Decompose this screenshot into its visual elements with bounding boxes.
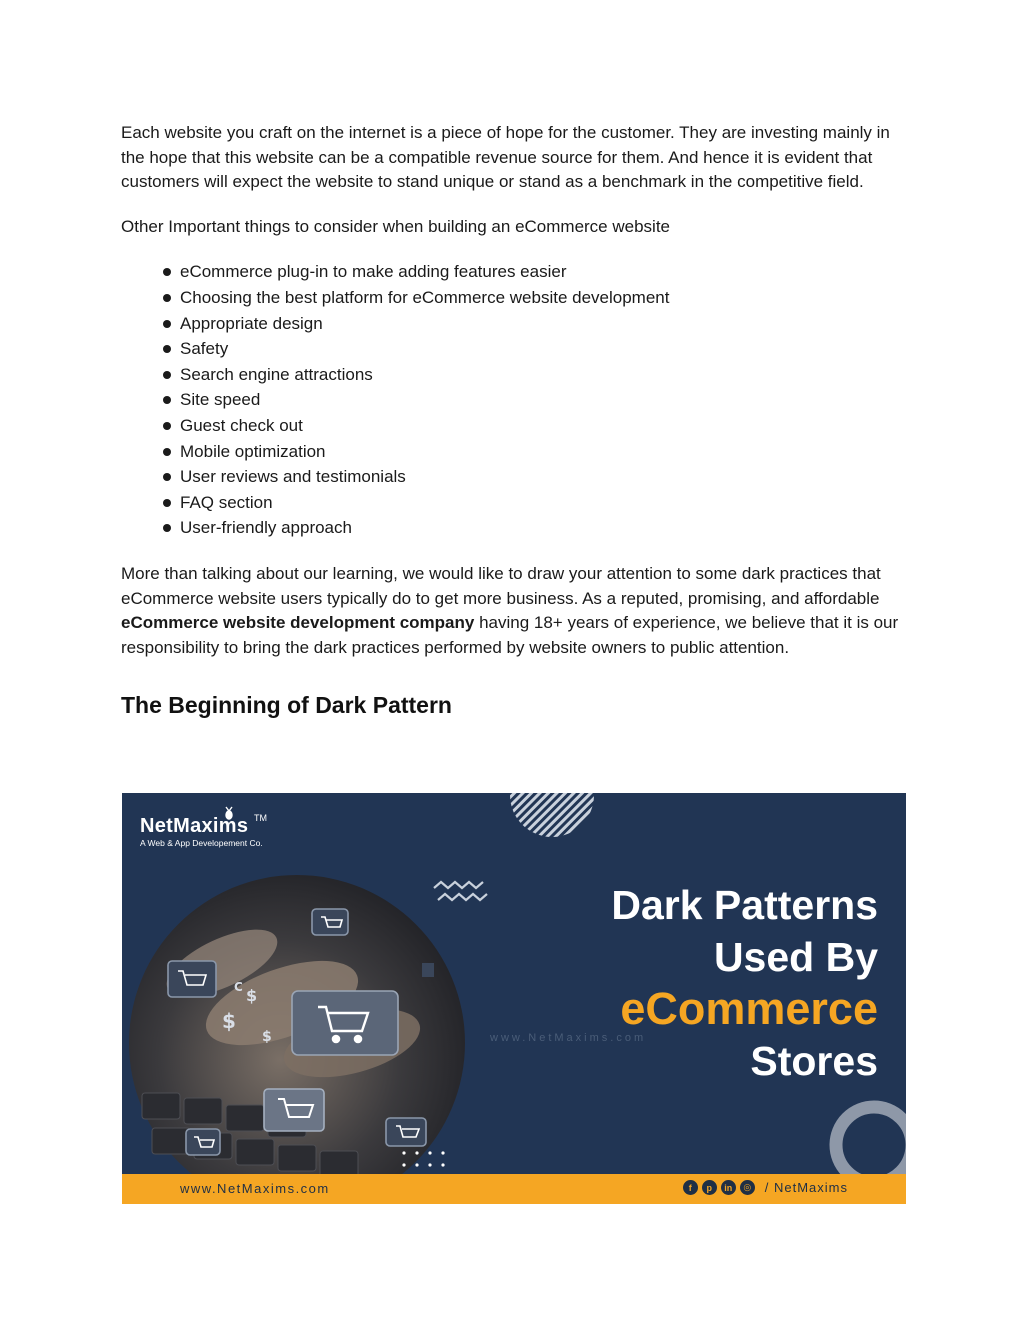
headline-line: Dark Patterns xyxy=(611,882,878,928)
banner-watermark: www.NetMaxims.com xyxy=(490,1032,647,1044)
document-body xyxy=(121,121,906,720)
pinterest-icon: p xyxy=(702,1180,717,1195)
list-item: User reviews and testimonials xyxy=(163,464,906,490)
list-item: Appropriate design xyxy=(163,311,906,337)
zigzag-decoration xyxy=(434,882,487,900)
considerations-intro: Other Important things to consider when building an eCommerce website xyxy=(121,216,671,236)
linkedin-icon: in xyxy=(721,1180,736,1195)
bullet-icon xyxy=(163,524,171,532)
list-item: Guest check out xyxy=(163,413,906,439)
logo-trademark: TM xyxy=(254,813,267,823)
banner-image xyxy=(122,793,906,1204)
list-item: FAQ section xyxy=(163,490,906,516)
logo-tagline: A Web & App Developement Co. xyxy=(140,838,263,848)
considerations-list xyxy=(121,259,906,541)
svg-text:$: $ xyxy=(222,1009,236,1033)
bullet-icon xyxy=(163,320,171,328)
headline-line: Stores xyxy=(750,1038,878,1084)
bullet-icon xyxy=(163,473,171,481)
section-heading: The Beginning of Dark Pattern xyxy=(121,692,452,719)
instagram-icon: ◎ xyxy=(740,1180,755,1195)
bullet-icon xyxy=(163,448,171,456)
headline-line: Used By xyxy=(713,934,878,980)
svg-text:C: C xyxy=(234,980,243,994)
bullet-icon xyxy=(163,371,171,379)
dark-practices-paragraph: More than talking about our learning, we would like to draw your attention to some dark practices that eCommerce website users typically do to get more business. As a reputed, promising, and affordable eCommerce website development company having 18+ years of experience, we believe that it is our responsibility to bring the dark practices performed by website owners to public attention. xyxy=(121,563,899,657)
list-item: Safety xyxy=(163,336,906,362)
svg-text:$: $ xyxy=(262,1029,272,1045)
bullet-icon xyxy=(163,268,171,276)
list-item: User-friendly approach xyxy=(163,515,906,541)
footer-url: www.NetMaxims.com xyxy=(180,1181,330,1196)
square-decoration xyxy=(422,963,434,977)
headline-line-accent: eCommerce xyxy=(620,983,878,1034)
bullet-icon xyxy=(163,499,171,507)
footer-social xyxy=(683,1180,848,1195)
list-item: eCommerce plug-in to make adding features easier xyxy=(163,259,906,285)
intro-paragraph: Each website you craft on the internet is a piece of hope for the customer. They are investing mainly in the hope that this website can be a compatible revenue source for them. And hence it is evident that customers will expect the website to stand unique or stand as a benchmark in the competitive field. xyxy=(121,123,890,192)
list-item: Choosing the best platform for eCommerce website development xyxy=(163,285,906,311)
bullet-icon xyxy=(163,396,171,404)
bullet-icon xyxy=(163,422,171,430)
facebook-icon: f xyxy=(683,1180,698,1195)
svg-text:$: $ xyxy=(246,986,258,1005)
ring-decoration xyxy=(836,1107,906,1183)
list-item: Site speed xyxy=(163,387,906,413)
banner-footer xyxy=(122,1174,906,1204)
footer-handle: / NetMaxims xyxy=(764,1180,848,1195)
list-item: Search engine attractions xyxy=(163,362,906,388)
list-item: Mobile optimization xyxy=(163,439,906,465)
bullet-icon xyxy=(163,345,171,353)
logo-name: NetMaxims xyxy=(140,815,249,837)
bullet-icon xyxy=(163,294,171,302)
striped-circle-decoration xyxy=(510,793,594,837)
banner-headline xyxy=(611,879,878,1087)
company-link-text: eCommerce website development company xyxy=(121,613,475,633)
